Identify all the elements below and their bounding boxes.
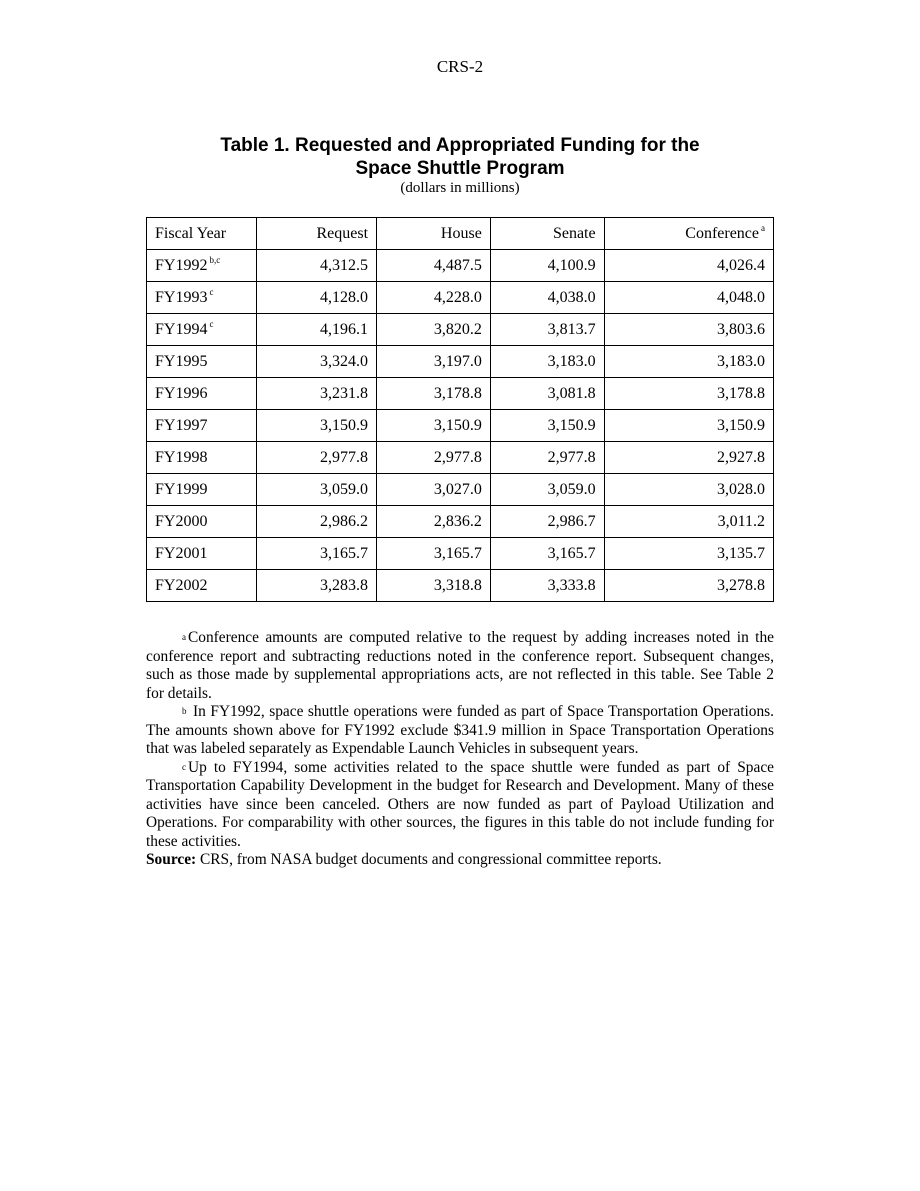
source-note bbox=[146, 851, 774, 870]
page-header: CRS-2 bbox=[436, 57, 484, 76]
cell-senate: 3,150.9 bbox=[490, 410, 604, 442]
table-subtitle: (dollars in millions) bbox=[400, 180, 520, 196]
table-row bbox=[147, 282, 774, 314]
cell-senate: 3,165.7 bbox=[490, 538, 604, 570]
cell-request: 4,312.5 bbox=[257, 250, 377, 282]
cell-house: 4,228.0 bbox=[377, 282, 491, 314]
fiscal-year-label: FY1999 bbox=[155, 480, 208, 498]
table-row bbox=[147, 506, 774, 538]
cell-house: 2,836.2 bbox=[377, 506, 491, 538]
cell-request: 2,986.2 bbox=[257, 506, 377, 538]
cell-request: 3,150.9 bbox=[257, 410, 377, 442]
cell-fiscal-year bbox=[147, 314, 257, 346]
footnote-c-text: Up to FY1994, some activities related to the space shuttle were funded as part of Space Transportation Capability Development in the budget for Research and Development. Many of these activities have since been canceled. Others are now funded as part of Payload Utilization and Operations. For comparability with other sources, the figures in this table do not include funding for these activities. bbox=[146, 758, 774, 850]
table-row bbox=[147, 378, 774, 410]
table-row bbox=[147, 442, 774, 474]
cell-fiscal-year bbox=[147, 410, 257, 442]
table-body bbox=[147, 250, 774, 602]
cell-senate: 2,986.7 bbox=[490, 506, 604, 538]
footnote-a-text: Conference amounts are computed relative to the request by adding increases noted in the conference report and subtracting reductions noted in the conference report. Subsequent changes, such as those made by supplemental appropriations acts, are not reflected in this table. See Table 2 for details. bbox=[146, 629, 774, 702]
footnotes bbox=[146, 629, 774, 870]
cell-senate: 3,333.8 bbox=[490, 570, 604, 602]
cell-house: 2,977.8 bbox=[377, 442, 491, 474]
cell-request: 4,196.1 bbox=[257, 314, 377, 346]
cell-fiscal-year bbox=[147, 346, 257, 378]
fiscal-year-footnote-mark: c bbox=[209, 286, 214, 297]
footnote-b bbox=[146, 703, 774, 759]
cell-conference: 3,028.0 bbox=[604, 474, 773, 506]
cell-senate: 2,977.8 bbox=[490, 442, 604, 474]
column-header-house: House bbox=[377, 218, 491, 250]
source-text: CRS, from NASA budget documents and congressional committee reports. bbox=[196, 851, 662, 868]
table-row bbox=[147, 410, 774, 442]
cell-senate: 3,813.7 bbox=[490, 314, 604, 346]
cell-senate: 3,059.0 bbox=[490, 474, 604, 506]
fiscal-year-label: FY1996 bbox=[155, 384, 208, 402]
source-label: Source: bbox=[146, 851, 197, 868]
cell-conference: 2,927.8 bbox=[604, 442, 773, 474]
cell-request: 3,324.0 bbox=[257, 346, 377, 378]
cell-senate: 3,183.0 bbox=[490, 346, 604, 378]
cell-house: 4,487.5 bbox=[377, 250, 491, 282]
cell-senate: 4,100.9 bbox=[490, 250, 604, 282]
cell-request: 2,977.8 bbox=[257, 442, 377, 474]
conference-label: Conference bbox=[685, 224, 759, 242]
cell-conference: 3,183.0 bbox=[604, 346, 773, 378]
footnote-c bbox=[146, 759, 774, 852]
fiscal-year-label: FY2000 bbox=[155, 512, 208, 530]
cell-conference: 4,048.0 bbox=[604, 282, 773, 314]
fiscal-year-label: FY1997 bbox=[155, 416, 208, 434]
cell-senate: 4,038.0 bbox=[490, 282, 604, 314]
cell-fiscal-year bbox=[147, 474, 257, 506]
cell-request: 4,128.0 bbox=[257, 282, 377, 314]
footnote-b-mark: b bbox=[182, 706, 187, 716]
column-header-fiscal-year: Fiscal Year bbox=[147, 218, 257, 250]
fiscal-year-label: FY1992 bbox=[155, 256, 208, 274]
cell-fiscal-year bbox=[147, 538, 257, 570]
cell-house: 3,820.2 bbox=[377, 314, 491, 346]
table-row bbox=[147, 538, 774, 570]
cell-conference: 3,178.8 bbox=[604, 378, 773, 410]
fiscal-year-footnote-mark: c bbox=[209, 318, 214, 329]
cell-conference: 3,150.9 bbox=[604, 410, 773, 442]
footnote-c-mark: c bbox=[182, 761, 186, 772]
cell-conference: 3,135.7 bbox=[604, 538, 773, 570]
table-title-line-2: Space Shuttle Program bbox=[355, 158, 565, 179]
cell-conference: 3,278.8 bbox=[604, 570, 773, 602]
table-row bbox=[147, 250, 774, 282]
cell-fiscal-year bbox=[147, 250, 257, 282]
column-header-senate: Senate bbox=[490, 218, 604, 250]
footnote-a bbox=[146, 629, 774, 703]
fiscal-year-label: FY1998 bbox=[155, 448, 208, 466]
cell-conference: 3,011.2 bbox=[604, 506, 773, 538]
cell-house: 3,197.0 bbox=[377, 346, 491, 378]
table-row bbox=[147, 346, 774, 378]
table-header-row bbox=[147, 218, 774, 250]
table-row bbox=[147, 570, 774, 602]
cell-request: 3,283.8 bbox=[257, 570, 377, 602]
cell-fiscal-year bbox=[147, 442, 257, 474]
table-row bbox=[147, 314, 774, 346]
footnote-a-mark: a bbox=[182, 632, 186, 642]
fiscal-year-label: FY2002 bbox=[155, 576, 208, 594]
cell-conference: 4,026.4 bbox=[604, 250, 773, 282]
table-title-line-1: Table 1. Requested and Appropriated Funding for the bbox=[220, 135, 700, 156]
footnote-b-text: In FY1992, space shuttle operations were funded as part of Space Transportation Operations. The amounts shown above for FY1992 exclude $341.9 million in Space Transportation Operations that was labeled separately as Expendable Launch Vehicles in subsequent years. bbox=[146, 703, 774, 757]
cell-house: 3,150.9 bbox=[377, 410, 491, 442]
cell-conference: 3,803.6 bbox=[604, 314, 773, 346]
cell-fiscal-year bbox=[147, 506, 257, 538]
fiscal-year-label: FY2001 bbox=[155, 544, 208, 562]
cell-fiscal-year bbox=[147, 282, 257, 314]
cell-house: 3,178.8 bbox=[377, 378, 491, 410]
fiscal-year-footnote-mark: b,c bbox=[209, 254, 221, 265]
fiscal-year-label: FY1993 bbox=[155, 288, 208, 306]
cell-request: 3,231.8 bbox=[257, 378, 377, 410]
column-header-request: Request bbox=[257, 218, 377, 250]
column-header-conference bbox=[604, 218, 773, 250]
cell-senate: 3,081.8 bbox=[490, 378, 604, 410]
cell-house: 3,318.8 bbox=[377, 570, 491, 602]
cell-house: 3,165.7 bbox=[377, 538, 491, 570]
table-title bbox=[0, 134, 920, 180]
fiscal-year-label: FY1994 bbox=[155, 320, 208, 338]
cell-request: 3,059.0 bbox=[257, 474, 377, 506]
funding-table bbox=[146, 217, 774, 602]
fiscal-year-label: FY1995 bbox=[155, 352, 208, 370]
cell-fiscal-year bbox=[147, 570, 257, 602]
conference-footnote-mark: a bbox=[761, 222, 765, 233]
cell-request: 3,165.7 bbox=[257, 538, 377, 570]
cell-fiscal-year bbox=[147, 378, 257, 410]
cell-house: 3,027.0 bbox=[377, 474, 491, 506]
table-row bbox=[147, 474, 774, 506]
